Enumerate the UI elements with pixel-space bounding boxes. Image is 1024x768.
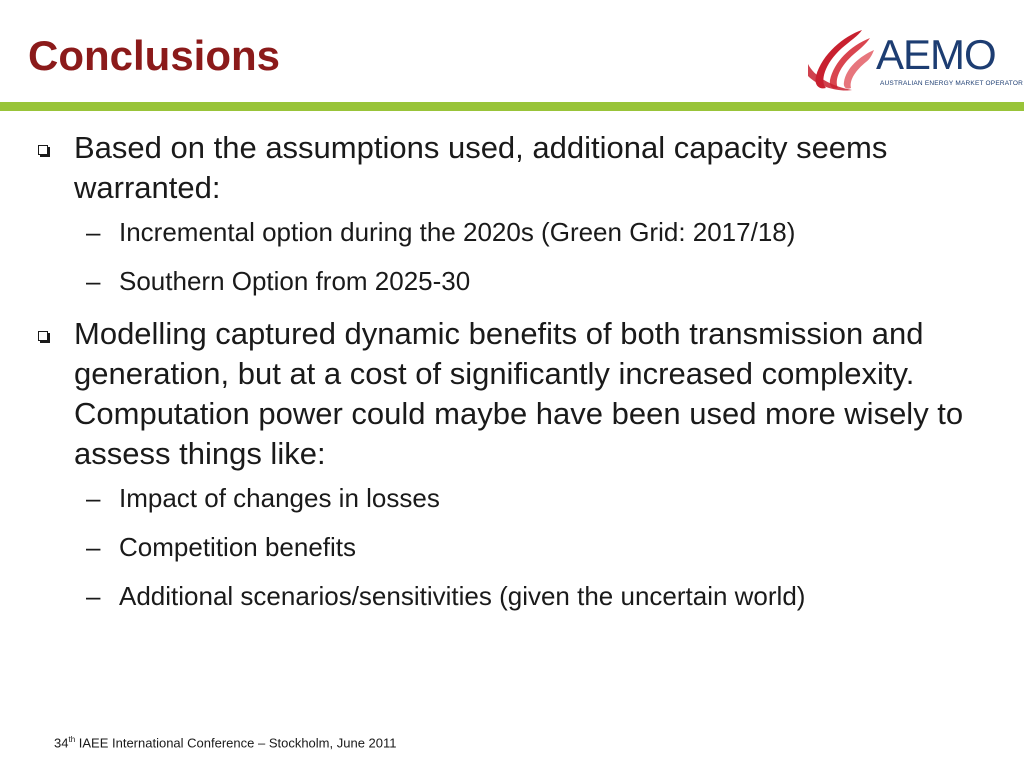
footer-number: 34: [54, 735, 69, 751]
dash-marker: –: [86, 266, 101, 296]
title-divider: [0, 102, 1024, 111]
sub-list-item: [0, 580, 1000, 612]
sub-item-text: Incremental option during the 2020s (Green Grid: 2017/18): [119, 217, 796, 247]
logo-wordmark: AEMO: [876, 31, 996, 78]
dash-marker: –: [86, 217, 101, 247]
sub-list-item: [0, 482, 1000, 514]
slide-body: [0, 128, 1000, 629]
sub-list: [0, 482, 1000, 612]
dash-marker: –: [86, 483, 101, 513]
bullet-item: [0, 314, 1000, 474]
sub-item-text: Impact of changes in losses: [119, 483, 440, 513]
sub-item-text: Southern Option from 2025-30: [119, 266, 471, 296]
dash-marker: –: [86, 581, 101, 611]
bullet-item: [0, 128, 1000, 208]
slide-title: Conclusions: [28, 32, 281, 79]
aemo-swoosh-icon: [800, 24, 880, 96]
dash-marker: –: [86, 532, 101, 562]
slide-footer: [54, 735, 396, 750]
bullet-text: Based on the assumptions used, additional capacity seems warranted:: [74, 130, 888, 205]
footer-text: IAEE International Conference – Stockholm, June 2011: [75, 735, 397, 751]
sub-item-text: Additional scenarios/sensitivities (given the uncertain world): [119, 581, 806, 611]
logo-tagline: AUSTRALIAN ENERGY MARKET OPERATOR: [880, 80, 1024, 87]
footer-ordinal: th: [68, 735, 76, 744]
bullet-text: Modelling captured dynamic benefits of both transmission and generation, but at a cost of significantly increased complexity. Computation power could maybe have been used more wisely to assess things like:: [74, 316, 964, 471]
sub-list: [0, 216, 1000, 297]
sub-list-item: [0, 265, 1000, 297]
sub-item-text: Competition benefits: [119, 532, 357, 562]
aemo-logo: [800, 24, 1024, 96]
square-bullet-icon: [38, 145, 48, 155]
sub-list-item: [0, 216, 1000, 248]
sub-list-item: [0, 531, 1000, 563]
square-bullet-icon: [38, 331, 48, 341]
